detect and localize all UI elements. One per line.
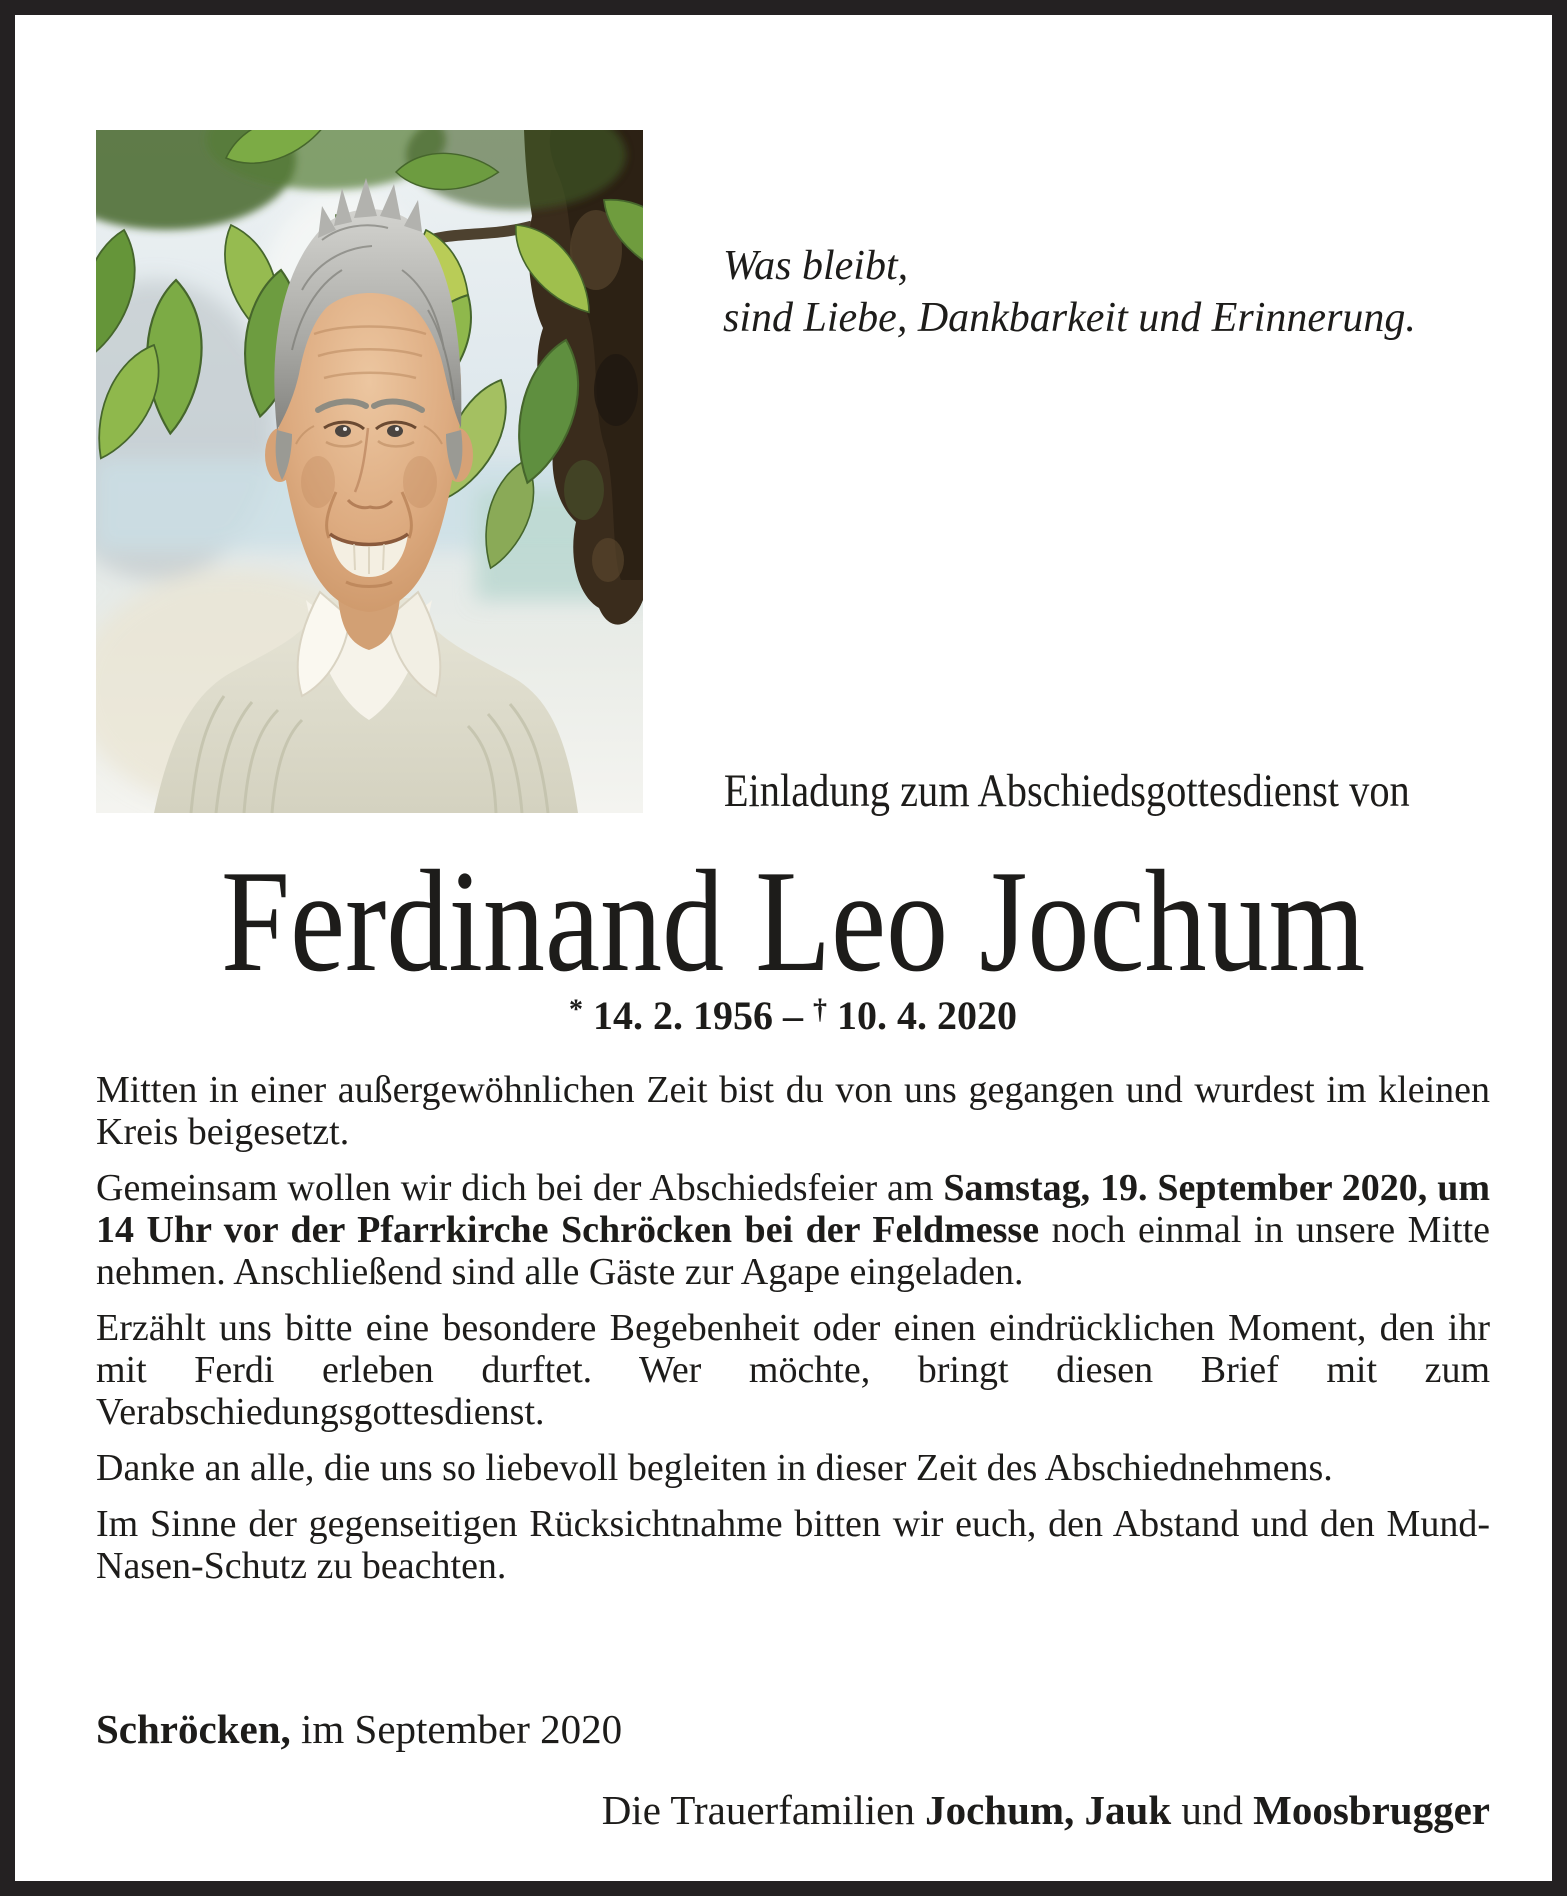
paragraph-4-text: Danke an alle, die uns so liebevoll begleiten in dieser Zeit des Abschiednehmens.	[96, 1447, 1333, 1489]
paragraph-5-text: Im Sinne der gegenseitigen Rücksichtnahme bitten wir euch, den Abstand und den Mund-Nasen-Schutz zu beachten.	[96, 1503, 1490, 1587]
body-text	[96, 1069, 1490, 1601]
families-prefix: Die Trauerfamilien	[601, 1787, 926, 1833]
deceased-name-heading	[96, 840, 1490, 1002]
portrait-photo-illustration	[96, 130, 643, 813]
death-date: 10. 4. 2020	[837, 993, 1017, 1038]
paragraph-2-text-bold: Samstag, 19. September 2020, um 14 Uhr vor der Pfarrkirche Schröcken bei der Feldmesse	[96, 1167, 1490, 1251]
death-dagger-icon: †	[813, 994, 827, 1026]
birth-date: 14. 2. 1956	[593, 993, 773, 1038]
invitation-line	[643, 764, 1490, 818]
paragraph-4	[96, 1447, 1490, 1489]
place-date-line	[96, 1705, 622, 1753]
paragraph-5	[96, 1503, 1490, 1587]
birth-star-icon: *	[569, 994, 583, 1026]
families-connector: und	[1171, 1787, 1254, 1833]
epigraph	[723, 240, 1503, 344]
dates-separator: –	[783, 993, 803, 1038]
invitation-text: Einladung zum Abschiedsgottesdienst von	[723, 765, 1410, 817]
paragraph-3	[96, 1307, 1490, 1433]
life-dates	[96, 992, 1490, 1039]
paragraph-2-text-a: Gemeinsam wollen wir dich bei der Abschiedsfeier am	[96, 1167, 944, 1209]
mourning-families-line	[96, 1786, 1490, 1834]
place-date-suffix: im September 2020	[290, 1706, 623, 1752]
epigraph-line-2: sind Liebe, Dankbarkeit und Erinnerung.	[723, 295, 1416, 341]
paragraph-1	[96, 1069, 1490, 1153]
family-group-2: Moosbrugger	[1253, 1787, 1490, 1833]
family-group-1: Jochum, Jauk	[925, 1787, 1172, 1833]
epigraph-line-1: Was bleibt,	[723, 243, 909, 289]
paragraph-2-text-b: noch einmal in unsere Mitte nehmen. Anschließend sind alle Gäste zur Agape eingeladen.	[96, 1209, 1490, 1293]
paragraph-3-text: Erzählt uns bitte eine besondere Begebenheit oder einen eindrücklichen Moment, den ihr mit Ferdi erleben durftet. Wer möchte, bringt diesen Brief mit zum Verabschiedungsgottesdienst.	[96, 1307, 1490, 1433]
portrait-photo	[96, 130, 643, 813]
deceased-name: Ferdinand Leo Jochum	[220, 840, 1366, 1002]
place-name: Schröcken,	[96, 1706, 291, 1752]
paragraph-1-text: Mitten in einer außergewöhnlichen Zeit bist du von uns gegangen und wurdest im kleinen Kreis beigesetzt.	[96, 1069, 1490, 1153]
paragraph-2	[96, 1167, 1490, 1293]
